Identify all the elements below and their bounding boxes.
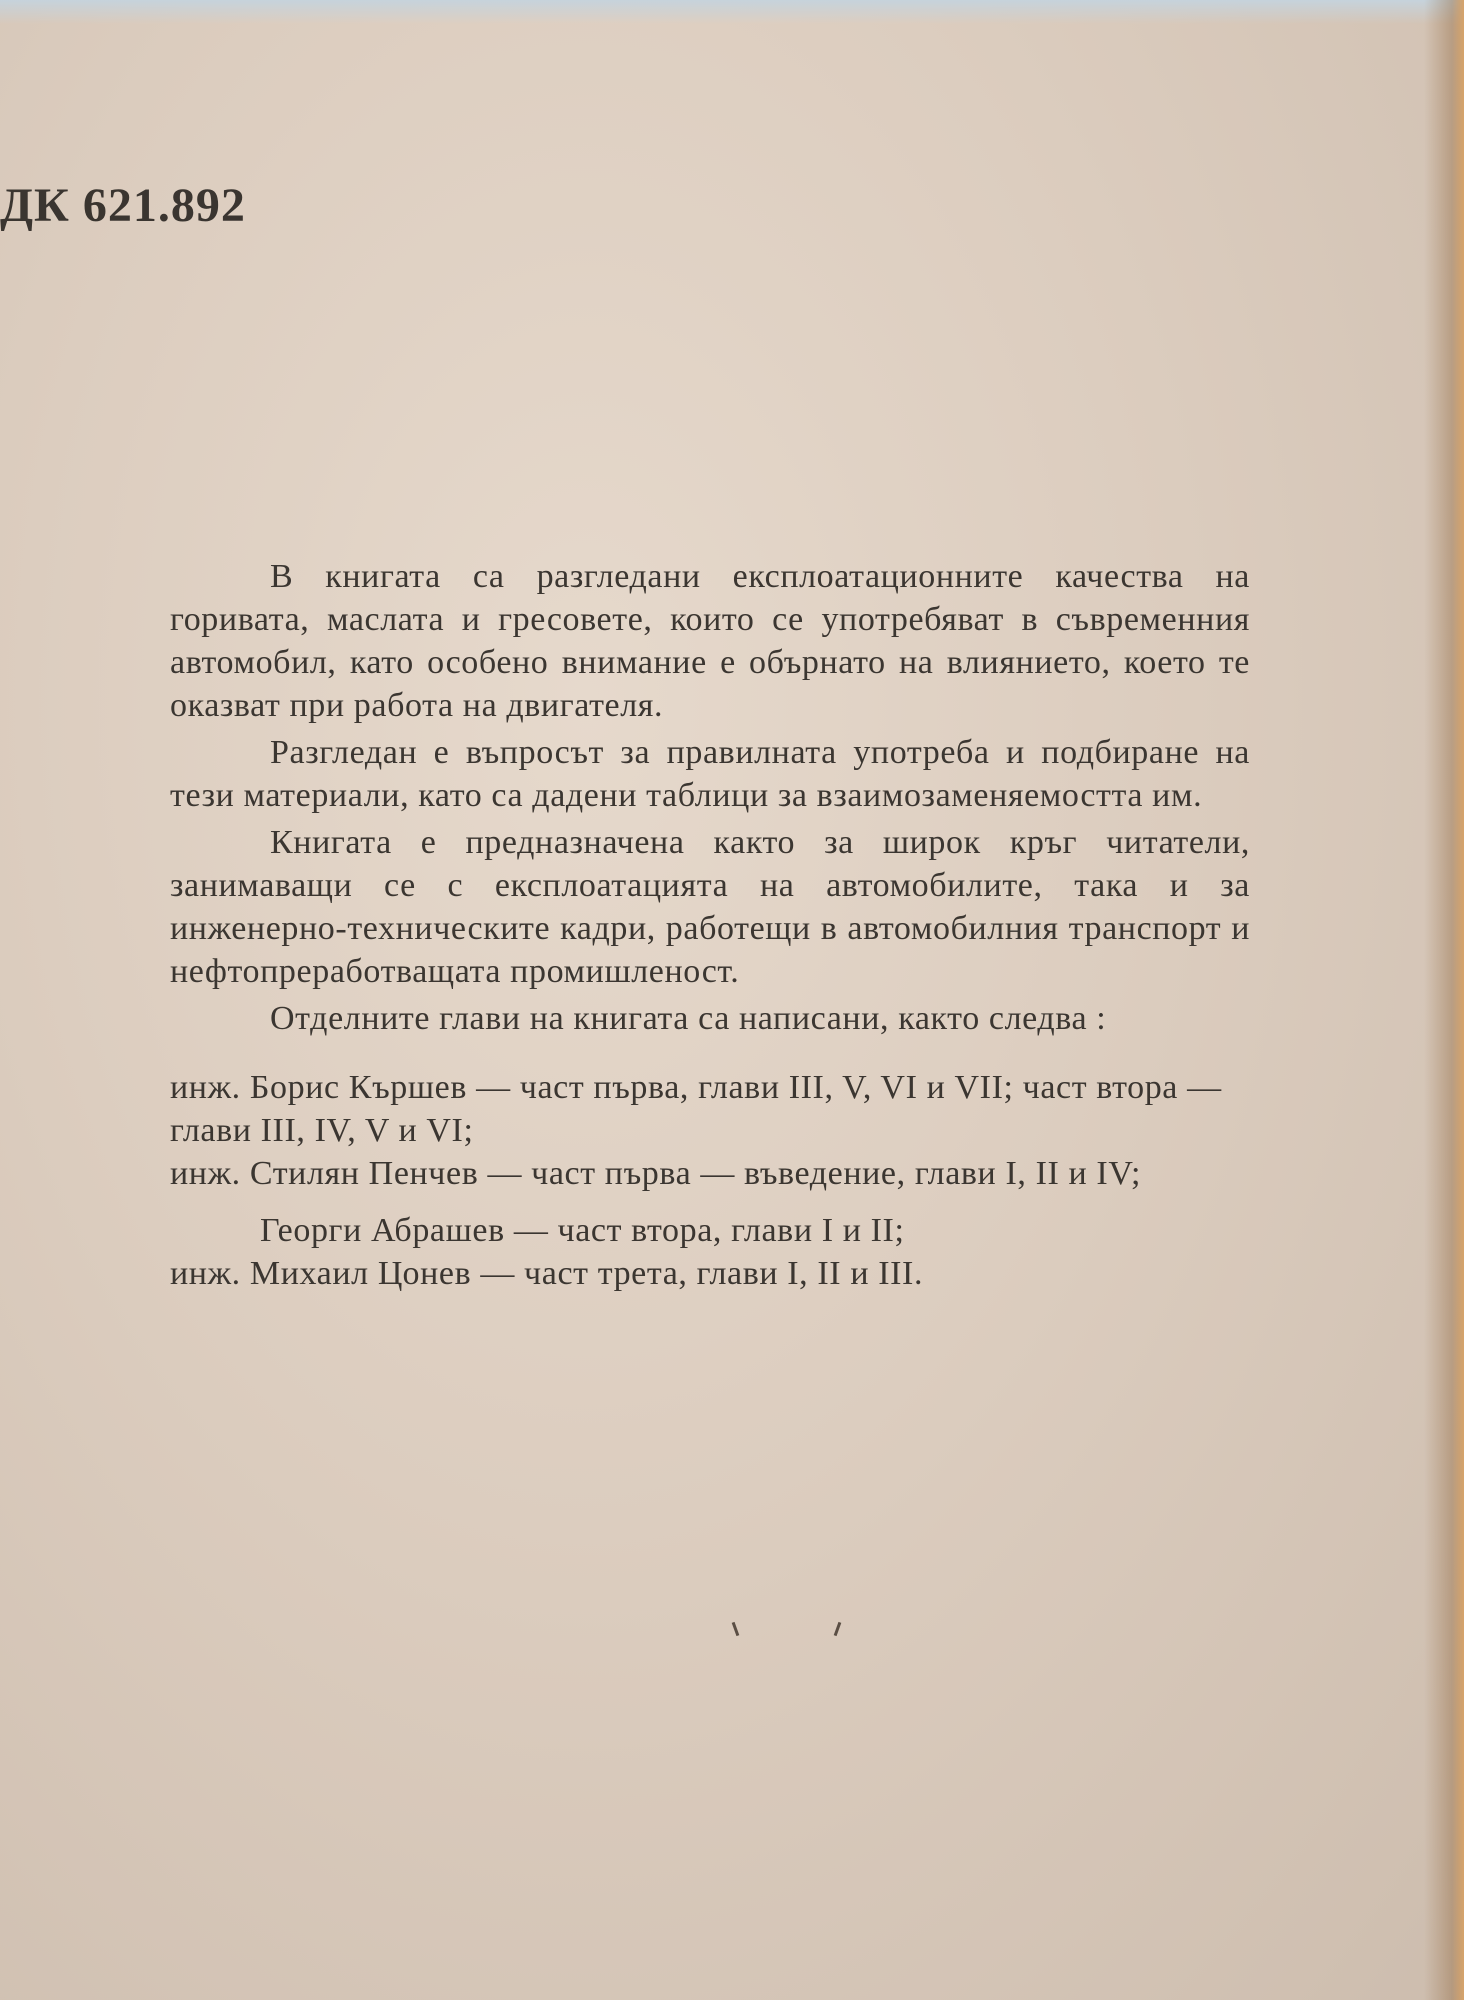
print-speck [732,1622,740,1636]
paragraph-3: Книгата е предназначена както за широк кръг читатели, занимаващи се с експлоатацията на автомобилите, така и за инженерно-техническите кадри, работещи в автомобилния транспорт и нефтопреработващата промишленост. [170,824,1250,990]
paragraph-2: Разгледан е въпросът за правилната употреба и подбиране на тези материали, като са дадени таблици за взаимозаменяемостта им. [170,734,1250,814]
authors-list [170,1066,1250,1295]
print-speck [834,1622,842,1636]
paragraph-4: Отделните глави на книгата са написани, както следва : [270,1000,1107,1037]
annotation-text [170,555,1250,1295]
paragraph-1: В книгата са разгледани експлоатационните качества на горивата, маслата и гресовете, които се употребяват в съвременния автомобил, като особено внимание е обърнато на влиянието, което те оказват при работа на двигателя. [170,558,1250,724]
author-line: инж. Борис Кършев — част първа, глави III, V, VI и VII; част втора — глави III, IV, V и VI; [170,1069,1222,1149]
page-top-edge [0,0,1464,24]
author-line: инж. Стилян Пенчев — част първа — въведение, глави I, II и IV; [170,1155,1142,1192]
author-line: инж. Михаил Цонев — част трета, глави I, II и III. [170,1255,924,1292]
page-right-edge [1424,0,1464,2000]
author-line: Георги Абрашев — част втора, глави I и II; [260,1212,905,1249]
udk-code: ДК 621.892 [0,179,246,232]
